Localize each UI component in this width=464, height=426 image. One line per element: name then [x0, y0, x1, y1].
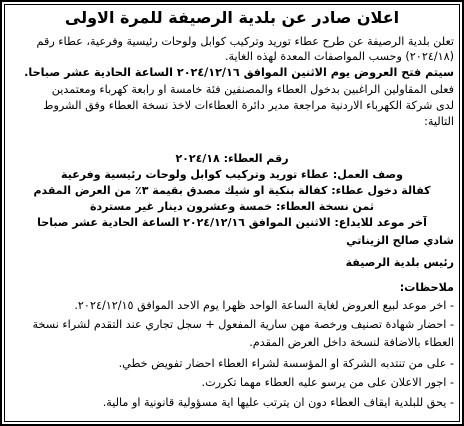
intro-line: التالية:: [424, 115, 454, 128]
intro-line: تعلن بلدية الرصيفة عن طرح عطاء توريد وتركيب كوابل ولوحات رئيسية وفرعية، عطاء رقم: [36, 35, 454, 48]
note-item: - اخر موعد لبيع العروض لغاية الساعة الواحد ظهرا يوم الاحد الموافق ٢٠٢٤/١٢/١٥.: [74, 299, 454, 312]
page-title: اعلان صادر عن بلدية الرصيفة للمرة الاولى: [64, 8, 400, 27]
detail-line: آخر موعد للايداع: الاثنين الموافق ٢٠٢٤/١٢/١٦ الساعة الحادية عشر صباحا: [37, 216, 427, 229]
note-item: العطاء بالاضافة لنسخة داخل العرض المقدم.: [249, 336, 454, 349]
intro-line: فعلى المقاولين الراغبين بدخول العطاء والمصنفين فئة خامسة او رابعة كهرباء ومعتمدين: [51, 83, 454, 96]
note-item: - اجور الاعلان على من يرسو عليه العطاء مهما تكررت.: [201, 376, 454, 389]
signatory-name: شادي صالح الزيناتي: [346, 234, 454, 247]
intro-line: (٢٠٢٤/١٨) وحسب المواصفات المعدة لهذه الغاية.: [224, 50, 454, 63]
signatory-role: رئيس بلدية الرصيفة: [345, 256, 454, 269]
notes-heading: ملاحظات:: [399, 281, 454, 294]
note-item: - على من تنتدبه الشركة او المؤسسة لشراء العطاء احضار تفويض خطي.: [118, 357, 454, 370]
detail-line: ثمن نسخة العطاء: خمسة وعشرون دينار غير مستردة: [90, 200, 374, 213]
detail-line: كفالة دخول عطاء: كفالة بنكية او شيك مصدق بقيمة ٣٪ من العرض المقدم: [33, 184, 431, 197]
detail-line: رقم العطاء: ٢٠٢٤/١٨: [175, 152, 289, 165]
note-item: - احضار شهادة تصنيف ورخصة مهن سارية المفعول + سجل تجاري عند التقدم لشراء نسخة: [32, 318, 454, 331]
detail-line: وصف العمل: عطاء توريد وتركيب كوابل ولوحات رئيسية وفرعية: [61, 168, 403, 181]
intro-line: سيتم فتح العروض يوم الاثنين الموافق ٢٠٢٤/١٢/١٦ الساعة الحادية عشر صباحا.: [24, 66, 454, 79]
note-item: - يحق للبلدية ايقاف العطاء دون ان يترتب عليها اية مسؤولية قانونية او مالية.: [102, 396, 454, 409]
intro-line: لدى شركة الكهرباء الاردنية مراجعة مدير دائرة العطاءات لاخذ نسخة العطاء وفق الشروط: [43, 99, 454, 112]
